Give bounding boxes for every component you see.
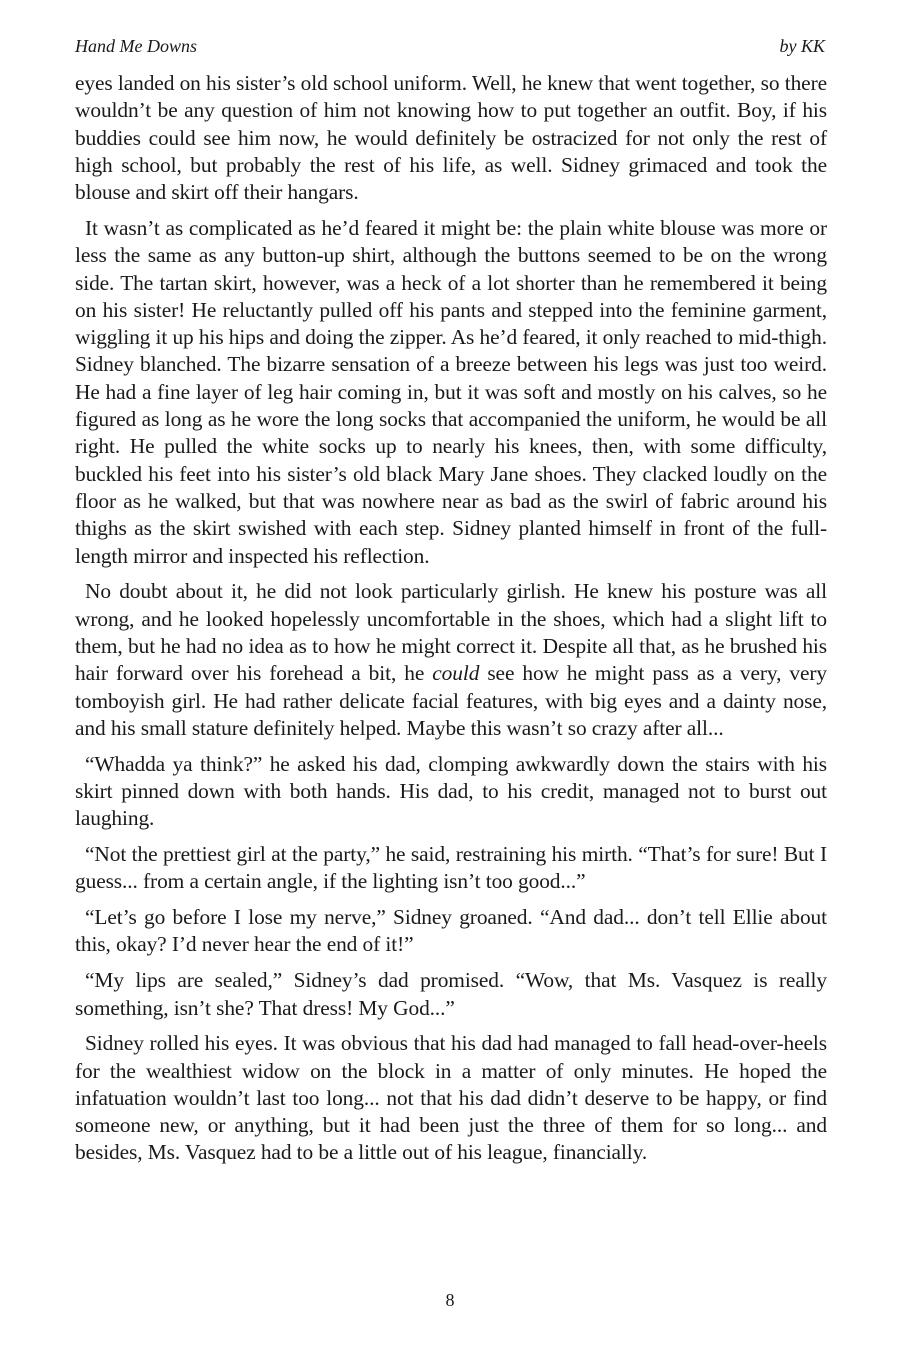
body-text (75, 70, 827, 1175)
paragraph-7: “My lips are sealed,” Sidney’s dad promised. “Wow, that Ms. Vasquez is really something, isn’t she? That dress! My God...” (75, 968, 827, 1020)
paragraph-3-after: see how he might pass as a very, very tomboyish girl. He had rather delicate facial features, with big eyes and a dainty nose, and his small stature definitely helped. Maybe this wasn’t so crazy after all... (75, 661, 827, 740)
paragraph-3 (75, 578, 827, 742)
paragraph-3-before: No doubt about it, he did not look particularly girlish. He knew his posture was all wrong, and he looked hopelessly uncomfortable in the shoes, which had a slight lift to them, but he had no idea as to how he might correct it. Despite all that, as he brushed his hair forward over his forehead a bit, he (75, 579, 827, 686)
page-number: 8 (445, 1290, 455, 1310)
paragraph-1: eyes landed on his sister’s old school uniform. Well, he knew that went together, so there wouldn’t be any question of him not knowing how to put together an outfit. Boy, if his buddies could see him now, he would definitely be ostracized for not only the rest of high school, but probably the rest of his life, as well. Sidney grimaced and took the blouse and skirt off their hangars. (75, 71, 827, 205)
paragraph-8: Sidney rolled his eyes. It was obvious that his dad had managed to fall head-over-heels for the wealthiest widow on the block in a matter of only minutes. He hoped the infatuation wouldn’t last too long... not that his dad didn’t deserve to be happy, or find someone new, or anything, but it had been just the three of them for so long... and besides, Ms. Vasquez had to be a little out of his league, financially. (75, 1031, 827, 1165)
paragraph-2: It wasn’t as complicated as he’d feared it might be: the plain white blouse was more or less the same as any button-up shirt, although the buttons seemed to be on the wrong side. The tartan skirt, however, was a heck of a lot shorter than he remembered it being on his sister! He reluctantly pulled off his pants and stepped into the feminine garment, wiggling it up his hips and doing the zipper. As he’d feared, it only reached to mid-thigh. Sidney blanched. The bizarre sensation of a breeze between his legs was just too weird. He had a fine layer of leg hair coming in, but it was soft and mostly on his calves, so he figured as long as he wore the long socks that accompanied the uniform, he would be all right. He pulled the white socks up to nearly his knees, then, with some difficulty, buckled his feet into his sister’s old black Mary Jane shoes. They clacked loudly on the floor as he walked, but that was nowhere near as bad as the swirl of fabric around his thighs as the skirt swished with each step. Sidney planted himself in front of the full-length mirror and inspected his reflection. (75, 215, 827, 568)
paragraph-4: “Whadda ya think?” he asked his dad, clomping awkwardly down the stairs with his skirt pinned down with both hands. His dad, to his credit, managed not to burst out laughing. (75, 751, 827, 831)
header-book-title: Hand Me Downs (75, 36, 197, 56)
header-author: by KK (779, 36, 825, 56)
running-header (75, 36, 825, 56)
paragraph-5: “Not the prettiest girl at the party,” he said, restraining his mirth. “That’s for sure! But I guess... from a certain angle, if the lighting isn’t too good...” (75, 842, 827, 894)
paragraph-3-emphasis: could (432, 661, 480, 686)
paragraph-6: “Let’s go before I lose my nerve,” Sidney groaned. “And dad... don’t tell Ellie about this, okay? I’d never hear the end of it!” (75, 905, 827, 957)
